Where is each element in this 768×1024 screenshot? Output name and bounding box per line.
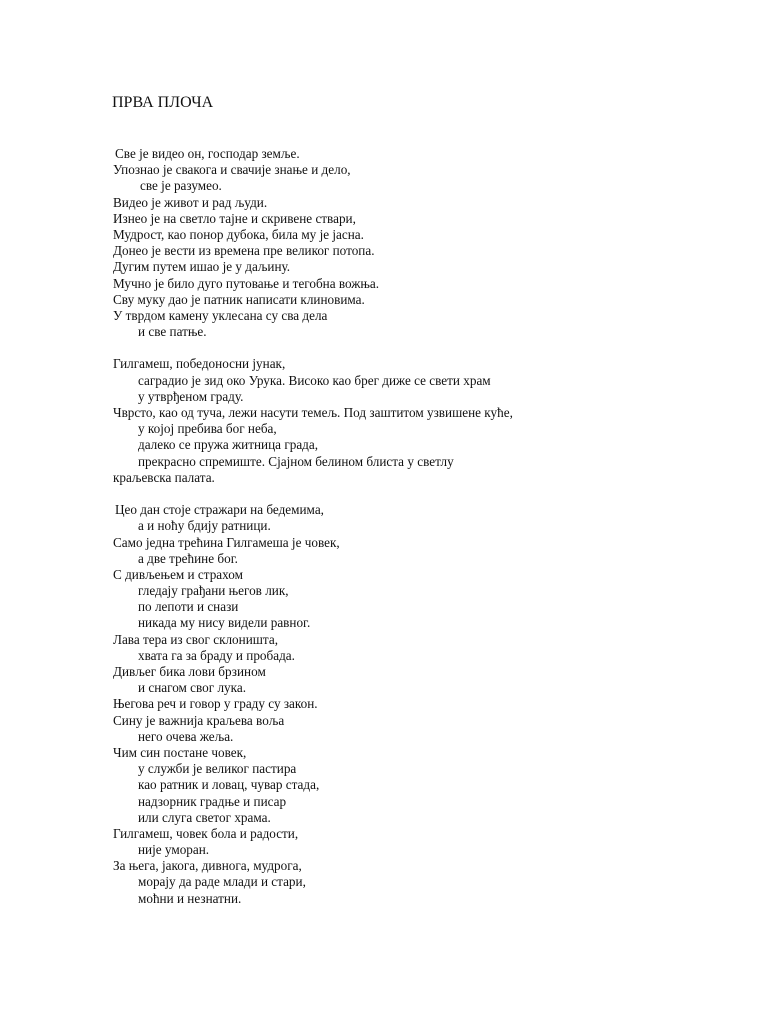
poem-line: Само једна трећина Гилгамеша је човек, bbox=[113, 534, 340, 550]
poem-line: Мудрост, као понор дубока, била му је јасна. bbox=[113, 226, 364, 242]
poem-line: хвата га за браду и пробада. bbox=[138, 647, 295, 663]
stanza bbox=[113, 146, 713, 340]
poem-line: Сву муку дао је патник написати клиновима. bbox=[113, 291, 365, 307]
poem-line: саградио је зид око Урука. Високо као брег диже се свети храм bbox=[138, 372, 491, 388]
poem-line: или слуга светог храма. bbox=[138, 809, 271, 825]
poem-line: а две трећине бог. bbox=[138, 550, 238, 566]
poem-line: него очева жеља. bbox=[138, 728, 234, 744]
poem-line: Сину је важнија краљева воља bbox=[113, 712, 285, 728]
poem-line: прекрасно спремиште. Сјајном белином блиста у светлу bbox=[138, 453, 454, 469]
poem-line: далеко се пружа житница града, bbox=[138, 437, 319, 453]
poem-body bbox=[113, 146, 713, 907]
poem-line: краљевска палата. bbox=[113, 469, 215, 485]
poem-line: није уморан. bbox=[138, 842, 210, 858]
poem-line: Мучно је било дуго путовање и тегобна вожња. bbox=[113, 275, 380, 291]
poem-line: За њега, јакога, дивнога, мудрога, bbox=[113, 858, 302, 874]
poem-line: Упознао је свакога и свачије знање и дело, bbox=[113, 162, 351, 178]
stanza bbox=[113, 502, 713, 907]
poem-line: никада му нису видели равног. bbox=[138, 615, 311, 631]
poem-line: Донео је вести из времена пре великог потопа. bbox=[113, 243, 375, 259]
poem-line: Цео дан стоје стражари на бедемима, bbox=[115, 502, 324, 518]
poem-line: у којој пребива бог неба, bbox=[138, 421, 277, 437]
poem-line: С дивљењем и страхом bbox=[113, 566, 243, 582]
poem-line: као ратник и ловац, чувар стада, bbox=[138, 777, 320, 793]
poem-line: Дивљег бика лови брзином bbox=[113, 664, 266, 679]
poem-line: Гилгамеш, човек бола и радости, bbox=[113, 825, 299, 841]
poem-line: Лава тера из свог склоништа, bbox=[113, 631, 278, 647]
poem-line: У тврдом камену уклесана су сва дела bbox=[113, 307, 328, 323]
poem-line: Изнео је на светло тајне и скривене ствари, bbox=[113, 210, 356, 226]
poem-line: Чврсто, као од туча, лежи насути темељ. Под заштитом узвишене куће, bbox=[113, 405, 513, 420]
poem-line: Његова реч и говор у граду су закон. bbox=[113, 696, 318, 712]
poem-line: моћни и незнатни. bbox=[138, 890, 242, 906]
poem-line: у служби је великог пастира bbox=[138, 761, 297, 777]
poem-line: по лепоти и снази bbox=[138, 599, 239, 615]
poem-line: морају да раде млади и стари, bbox=[138, 874, 306, 890]
poem-line: и снагом свог лука. bbox=[138, 680, 247, 696]
poem-line: Дугим путем ишао је у даљину. bbox=[113, 259, 291, 275]
poem-line: у утврђеном граду. bbox=[138, 388, 244, 404]
page-title: ПРВА ПЛОЧА bbox=[112, 94, 214, 111]
poem-line: Све је видео он, господар земље. bbox=[115, 146, 300, 161]
poem-line: гледају грађани његов лик, bbox=[138, 583, 289, 599]
stanza bbox=[113, 356, 713, 486]
stanza-gap bbox=[113, 486, 713, 502]
poem-line: све је разумео. bbox=[140, 178, 222, 194]
poem-line: Чим син постане човек, bbox=[113, 744, 247, 760]
poem-line: а и ноћу бдију ратници. bbox=[138, 518, 271, 534]
stanza-gap bbox=[113, 340, 713, 356]
poem-line: Гилгамеш, победоносни јунак, bbox=[113, 356, 286, 372]
poem-line: Видео је живот и рад људи. bbox=[113, 194, 268, 210]
poem-line: и све патње. bbox=[138, 324, 207, 340]
poem-line: надзорник градње и писар bbox=[138, 793, 287, 809]
